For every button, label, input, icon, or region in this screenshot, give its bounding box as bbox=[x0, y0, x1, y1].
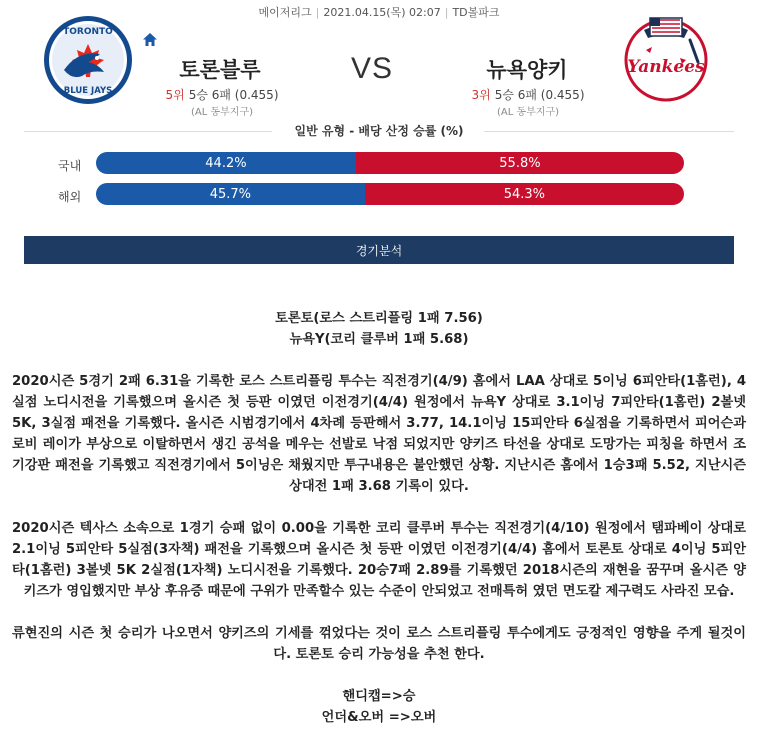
vs-label: VS bbox=[351, 52, 394, 85]
svg-text:BLUE JAYS: BLUE JAYS bbox=[63, 86, 113, 96]
home-team-winloss: 5승 6패 (0.455) bbox=[188, 88, 279, 102]
match-meta: 메이저리그 | 2021.04.15(목) 02:07 | TD볼파크 bbox=[258, 6, 500, 19]
analysis-paragraph: 2020시즌 5경기 2패 6.31을 기록한 로스 스트리플링 투수는 직전경기(4/9) 홈에서 LAA 상대로 5이닝 6피안타(1홈런), 4실점 노디시전을 기록했으며 올시즌 첫 등판 이였던 이전경기(4/4) 원정에서 뉴욕Y 상대로 3.1이닝 7피안타(1홈런) 2볼넷 5K, 3실점 패전을 기록했다. 올시즌 시범경기에서 4차례 등판해서 3.77, 14.1이닝 15피안타 6실점을 기록하면서 피어슨과 로비 레이가 부상으로 이탈하면서 생긴 공석을 메우는 선발로 낙점 되었지만 양키즈 타선을 상대로 도망가는 피칭을 하면서 조기강판 패전을 기록했고 직전경기에서 5이닝은 채웠지만 투구내용은 불안했던 상황. 지난시즌 홈에서 1승3패 5.52, 지난시즌 상대전 1패 3.68 기록이 있다. bbox=[12, 374, 746, 494]
svg-text:TORONTO: TORONTO bbox=[63, 27, 113, 37]
analysis-banner: 경기분석 bbox=[24, 236, 734, 264]
domestic-home-pct: 44.2% bbox=[96, 152, 356, 174]
overseas-away-pct: 54.3% bbox=[365, 183, 684, 205]
away-team-logo bbox=[620, 10, 712, 110]
home-team-logo bbox=[42, 14, 134, 110]
home-team-name: 토론블루 bbox=[179, 58, 261, 82]
away-team-rank: 3위 bbox=[471, 88, 491, 102]
domestic-odds-bar bbox=[96, 152, 684, 174]
overseas-label: 해외 bbox=[58, 190, 82, 204]
home-pitcher-line: 토론토(로스 스트리플링 1패 7.56) bbox=[275, 311, 483, 326]
home-team-rank: 5위 bbox=[165, 88, 185, 102]
home-team-record bbox=[137, 86, 307, 103]
analysis-paragraph: 류현진의 시즌 첫 승리가 나오면서 양키즈의 기세를 꺾었다는 것이 로스 스트리플링 투수에게도 긍정적인 영향을 주게 될것이다. 토론토 승리 가능성을 추천 한다. bbox=[12, 626, 746, 662]
analysis-article bbox=[12, 308, 746, 728]
home-icon[interactable] bbox=[142, 32, 158, 51]
domestic-label: 국내 bbox=[58, 159, 82, 173]
away-team-record bbox=[443, 86, 613, 103]
venue-label: TD볼파크 bbox=[452, 6, 500, 19]
handicap-pick: 핸디캡=>승 bbox=[342, 689, 416, 704]
away-team-name: 뉴욕양키 bbox=[486, 58, 568, 82]
domestic-away-pct: 55.8% bbox=[356, 152, 684, 174]
svg-text:Yankees: Yankees bbox=[627, 57, 705, 77]
overseas-home-pct: 45.7% bbox=[96, 183, 365, 205]
section-divider-right bbox=[484, 131, 734, 132]
away-team-winloss: 5승 6패 (0.455) bbox=[494, 88, 585, 102]
overseas-odds-bar bbox=[96, 183, 684, 205]
match-datetime: 2021.04.15(목) 02:07 bbox=[323, 6, 441, 19]
away-pitcher-line: 뉴욕Y(코리 클루버 1패 5.68) bbox=[289, 332, 469, 347]
home-team-division: (AL 동부지구) bbox=[190, 107, 254, 118]
league-label: 메이저리그 bbox=[258, 6, 312, 19]
over-under-pick: 언더&오버 =>오버 bbox=[321, 710, 437, 725]
odds-section-title: 일반 유형 - 배당 산정 승률 (%) bbox=[294, 124, 464, 138]
analysis-paragraph: 2020시즌 텍사스 소속으로 1경기 승패 없이 0.00을 기록한 코리 클루버 투수는 직전경기(4/10) 원정에서 탬파베이 상대로 2.1이닝 5피안타 5실점(3자책) 패전을 기록했으며 올시즌 첫 등판 이였던 이전경기(4/4) 홈에서 토론토 상대로 4이닝 5피안타(1홈런) 3볼넷 5K 2실점(1자책) 노디시전을 기록했다. 20승7패 2.89를 기록했던 2018시즌의 재현을 꿈꾸며 올시즌 양키즈가 영입했지만 부상 후유증 때문에 구위가 만족할수 있는 수준이 안되었고 전매특허 였던 면도칼 제구력도 사라진 모습. bbox=[12, 521, 746, 599]
away-team-division: (AL 동부지구) bbox=[496, 107, 560, 118]
